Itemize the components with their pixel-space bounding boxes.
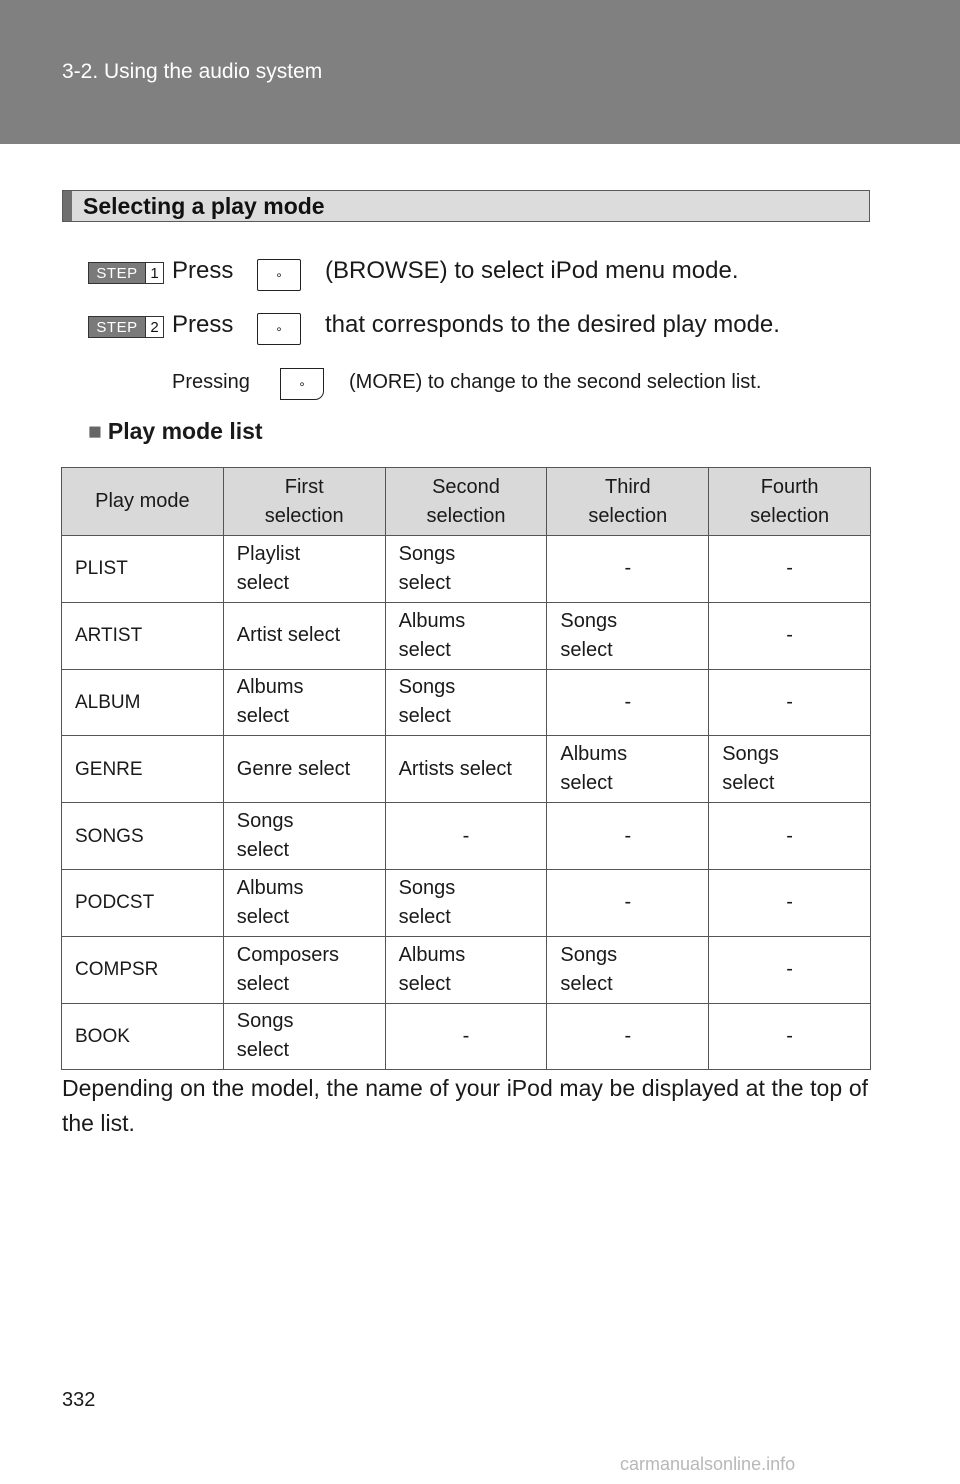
section-title: Selecting a play mode bbox=[83, 193, 325, 219]
step-1-text: (BROWSE) to select iPod menu mode. bbox=[325, 257, 739, 284]
play-mode-list-heading: ■ Play mode list bbox=[88, 418, 263, 444]
selection-cell: Albums select bbox=[385, 936, 547, 1003]
section-bar-accent bbox=[63, 191, 72, 221]
table-row bbox=[62, 602, 871, 669]
page-number: 332 bbox=[62, 1389, 96, 1411]
mode-button-icon: ∘ bbox=[257, 313, 301, 345]
table-row bbox=[62, 936, 871, 1003]
table-row bbox=[62, 1003, 871, 1070]
selection-cell: Songs select bbox=[709, 736, 871, 803]
play-mode-cell: ARTIST bbox=[62, 602, 224, 669]
selection-cell: Songs select bbox=[385, 536, 547, 603]
selection-cell: Songs select bbox=[385, 669, 547, 736]
selection-cell: Albums select bbox=[547, 736, 709, 803]
step-2-text: that corresponds to the desired play mode. bbox=[325, 311, 780, 338]
closing-paragraph: Depending on the model, the name of your iPod may be displayed at the top of the list. bbox=[62, 1075, 868, 1136]
selection-cell: - bbox=[547, 536, 709, 603]
watermark: carmanualsonline.info bbox=[620, 1454, 796, 1474]
selection-cell: - bbox=[385, 803, 547, 870]
section-title-bar bbox=[62, 190, 870, 222]
more-button-icon: ∘ bbox=[280, 368, 324, 400]
selection-cell: Songs select bbox=[385, 869, 547, 936]
play-mode-cell: COMPSR bbox=[62, 936, 224, 1003]
play-mode-table bbox=[61, 467, 871, 1070]
selection-cell: Albums select bbox=[223, 869, 385, 936]
selection-cell: - bbox=[709, 936, 871, 1003]
note-prefix: Pressing bbox=[172, 371, 250, 393]
selection-cell: Artists select bbox=[385, 736, 547, 803]
table-row bbox=[62, 869, 871, 936]
square-bullet-icon: ■ bbox=[88, 418, 102, 444]
selection-cell: - bbox=[709, 536, 871, 603]
selection-cell: - bbox=[709, 869, 871, 936]
step-badge: STEP 1 bbox=[88, 262, 164, 284]
selection-cell: Songs select bbox=[223, 803, 385, 870]
step-2-prefix: Press bbox=[172, 311, 234, 338]
table-row bbox=[62, 669, 871, 736]
selection-cell: Artist select bbox=[223, 602, 385, 669]
selection-cell: Playlist select bbox=[223, 536, 385, 603]
selection-cell: - bbox=[709, 1003, 871, 1070]
selection-cell: Composers select bbox=[223, 936, 385, 1003]
step-1-prefix: Press bbox=[172, 257, 234, 284]
selection-cell: Songs select bbox=[223, 1003, 385, 1070]
table-row bbox=[62, 736, 871, 803]
table-row bbox=[62, 536, 871, 603]
table-header-row bbox=[62, 468, 871, 536]
header-cell: First selection bbox=[223, 468, 385, 536]
play-mode-cell: PODCST bbox=[62, 869, 224, 936]
selection-cell: - bbox=[547, 803, 709, 870]
step-badge: STEP 2 bbox=[88, 316, 164, 338]
note-text: (MORE) to change to the second selection list. bbox=[349, 371, 762, 393]
selection-cell: - bbox=[547, 669, 709, 736]
selection-cell: Genre select bbox=[223, 736, 385, 803]
play-mode-cell: PLIST bbox=[62, 536, 224, 603]
play-mode-cell: BOOK bbox=[62, 1003, 224, 1070]
selection-cell: - bbox=[547, 869, 709, 936]
selection-cell: Albums select bbox=[223, 669, 385, 736]
selection-cell: - bbox=[709, 669, 871, 736]
header-band bbox=[0, 0, 960, 144]
header-cell: Second selection bbox=[385, 468, 547, 536]
play-mode-cell: SONGS bbox=[62, 803, 224, 870]
table-row bbox=[62, 803, 871, 870]
header-cell: Fourth selection bbox=[709, 468, 871, 536]
selection-cell: Songs select bbox=[547, 602, 709, 669]
selection-cell: Songs select bbox=[547, 936, 709, 1003]
selection-cell: - bbox=[709, 602, 871, 669]
header-cell: Third selection bbox=[547, 468, 709, 536]
selection-cell: - bbox=[385, 1003, 547, 1070]
header-cell: Play mode bbox=[62, 468, 224, 536]
chapter-section-title: 3-2. Using the audio system bbox=[62, 60, 323, 83]
play-mode-cell: ALBUM bbox=[62, 669, 224, 736]
browse-button-icon: ∘ bbox=[257, 259, 301, 291]
play-mode-cell: GENRE bbox=[62, 736, 224, 803]
selection-cell: - bbox=[547, 1003, 709, 1070]
selection-cell: Albums select bbox=[385, 602, 547, 669]
selection-cell: - bbox=[709, 803, 871, 870]
